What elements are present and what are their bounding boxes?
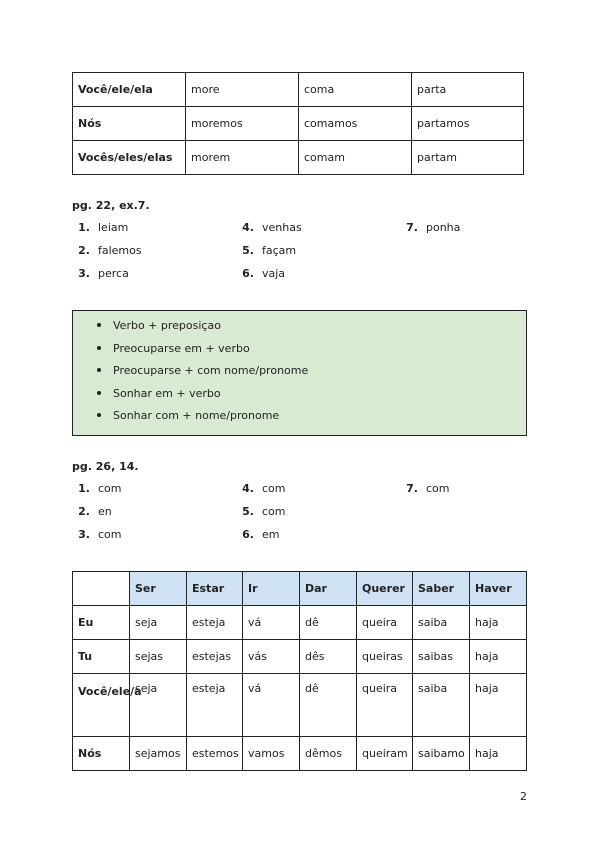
verb-form-cell: vá [243, 606, 300, 640]
verb-form-cell: estemos [187, 737, 243, 771]
page-number: 2 [520, 790, 527, 803]
note-text: Verbo + preposiçao [113, 319, 221, 332]
item-number: 7. [406, 482, 418, 495]
list-item [97, 341, 308, 364]
bullet-icon [97, 368, 101, 372]
verb-form-cell: vá [243, 674, 300, 737]
header-cell: Ir [243, 572, 300, 606]
item-number: 3. [78, 528, 90, 541]
bullet-icon [97, 323, 101, 327]
list-item [236, 266, 285, 282]
verb-form-cell: queira [357, 674, 413, 737]
verb-form-cell: esteja [187, 674, 243, 737]
header-cell: Ser [130, 572, 187, 606]
list-item [236, 220, 302, 236]
pronoun-cell: Nós [73, 737, 130, 771]
item-text: ponha [426, 221, 461, 234]
list-item [236, 481, 286, 497]
pronoun-cell: Nós [73, 107, 186, 141]
conjugation-table [72, 72, 524, 175]
item-text: en [98, 505, 112, 518]
header-cell: Haver [470, 572, 527, 606]
item-number: 6. [242, 528, 254, 541]
item-number: 1. [78, 221, 90, 234]
item-text: em [262, 528, 280, 541]
item-text: leiam [98, 221, 129, 234]
table-row [73, 640, 527, 674]
bullet-icon [97, 391, 101, 395]
verb-form-cell: sejas [130, 640, 187, 674]
item-number: 7. [406, 221, 418, 234]
list-item [97, 363, 308, 386]
list-item [236, 504, 286, 520]
item-number: 2. [78, 244, 90, 257]
pronoun-cell: Vocês/eles/elas [73, 141, 186, 175]
verb-form-cell: sejamos [130, 737, 187, 771]
exercise-heading: pg. 22, ex.7. [72, 199, 150, 212]
exercise-heading: pg. 26, 14. [72, 460, 139, 473]
verb-form-cell: haja [470, 674, 527, 737]
verb-form-cell: moremos [186, 107, 299, 141]
verb-form-cell: saibas [413, 640, 470, 674]
table-row [73, 606, 527, 640]
verb-form-cell: saiba [413, 606, 470, 640]
verb-form-cell: saiba [413, 674, 470, 737]
verb-form-cell: esteja [187, 606, 243, 640]
verb-form-cell: dês [300, 640, 357, 674]
item-number: 3. [78, 267, 90, 280]
pronoun-cell: Eu [73, 606, 130, 640]
item-number: 1. [78, 482, 90, 495]
table-row [73, 737, 527, 771]
pronoun-cell: Você/ele/ela [73, 73, 186, 107]
verb-form-cell: partamos [412, 107, 524, 141]
bullet-icon [97, 413, 101, 417]
item-number: 5. [242, 505, 254, 518]
verb-form-cell: vamos [243, 737, 300, 771]
verb-form-cell: seja [130, 674, 187, 737]
list-item [236, 527, 279, 543]
verb-form-cell: dê [300, 606, 357, 640]
note-text: Sonhar em + verbo [113, 386, 221, 400]
verb-form-cell: morem [186, 141, 299, 175]
verb-form-cell: saibamo [413, 737, 470, 771]
note-text: Preocuparse em + verbo [113, 341, 250, 355]
list-item [97, 318, 308, 341]
verb-form-cell: haja [470, 606, 527, 640]
verb-form-cell: queira [357, 606, 413, 640]
table-row [73, 73, 524, 107]
verb-form-cell: comamos [299, 107, 412, 141]
verb-form-cell: partam [412, 141, 524, 175]
list-item [97, 386, 308, 409]
note-text: Preocuparse + com nome/pronome [113, 364, 309, 377]
list-item [97, 408, 308, 431]
item-number: 2. [78, 505, 90, 518]
verb-form-cell: parta [412, 73, 524, 107]
list-item [236, 243, 296, 259]
item-text: falemos [98, 244, 142, 257]
pronoun-cell: Você/ele/a [73, 674, 130, 737]
item-number: 4. [242, 482, 254, 495]
list-item [72, 243, 142, 259]
pronoun-cell: Tu [73, 640, 130, 674]
item-text: com [426, 482, 450, 495]
notes-box [72, 310, 527, 436]
header-cell [73, 572, 130, 606]
notes-list [97, 318, 308, 431]
header-cell: Estar [187, 572, 243, 606]
list-item [400, 481, 450, 497]
table-header-row [73, 572, 527, 606]
item-number: 5. [242, 244, 254, 257]
list-item [72, 220, 128, 236]
table-row [73, 141, 524, 175]
header-cell: Saber [413, 572, 470, 606]
list-item [72, 266, 129, 282]
item-text: façam [262, 244, 297, 257]
verb-form-cell: coma [299, 73, 412, 107]
item-number: 4. [242, 221, 254, 234]
verb-form-cell: haja [470, 640, 527, 674]
item-number: 6. [242, 267, 254, 280]
item-text: vaja [262, 267, 286, 280]
verb-form-cell: queiras [357, 640, 413, 674]
item-text: com [262, 505, 286, 518]
table-row [73, 107, 524, 141]
verb-form-cell: estejas [187, 640, 243, 674]
verb-form-cell: vás [243, 640, 300, 674]
verb-form-cell: seja [130, 606, 187, 640]
list-item [72, 504, 112, 520]
list-item [72, 481, 122, 497]
item-text: com [262, 482, 286, 495]
verb-form-cell: comam [299, 141, 412, 175]
item-text: com [98, 482, 122, 495]
header-cell: Querer [357, 572, 413, 606]
verb-form-cell: dêmos [300, 737, 357, 771]
verb-table [72, 571, 527, 771]
item-text: perca [98, 267, 129, 280]
item-text: com [98, 528, 122, 541]
header-cell: Dar [300, 572, 357, 606]
note-text: Sonhar com + nome/pronome [113, 409, 280, 422]
list-item [72, 527, 122, 543]
item-text: venhas [262, 221, 302, 234]
list-item [400, 220, 460, 236]
bullet-icon [97, 346, 101, 350]
verb-form-cell: haja [470, 737, 527, 771]
verb-form-cell: more [186, 73, 299, 107]
verb-form-cell: queiram [357, 737, 413, 771]
verb-form-cell: dê [300, 674, 357, 737]
table-row [73, 674, 527, 737]
